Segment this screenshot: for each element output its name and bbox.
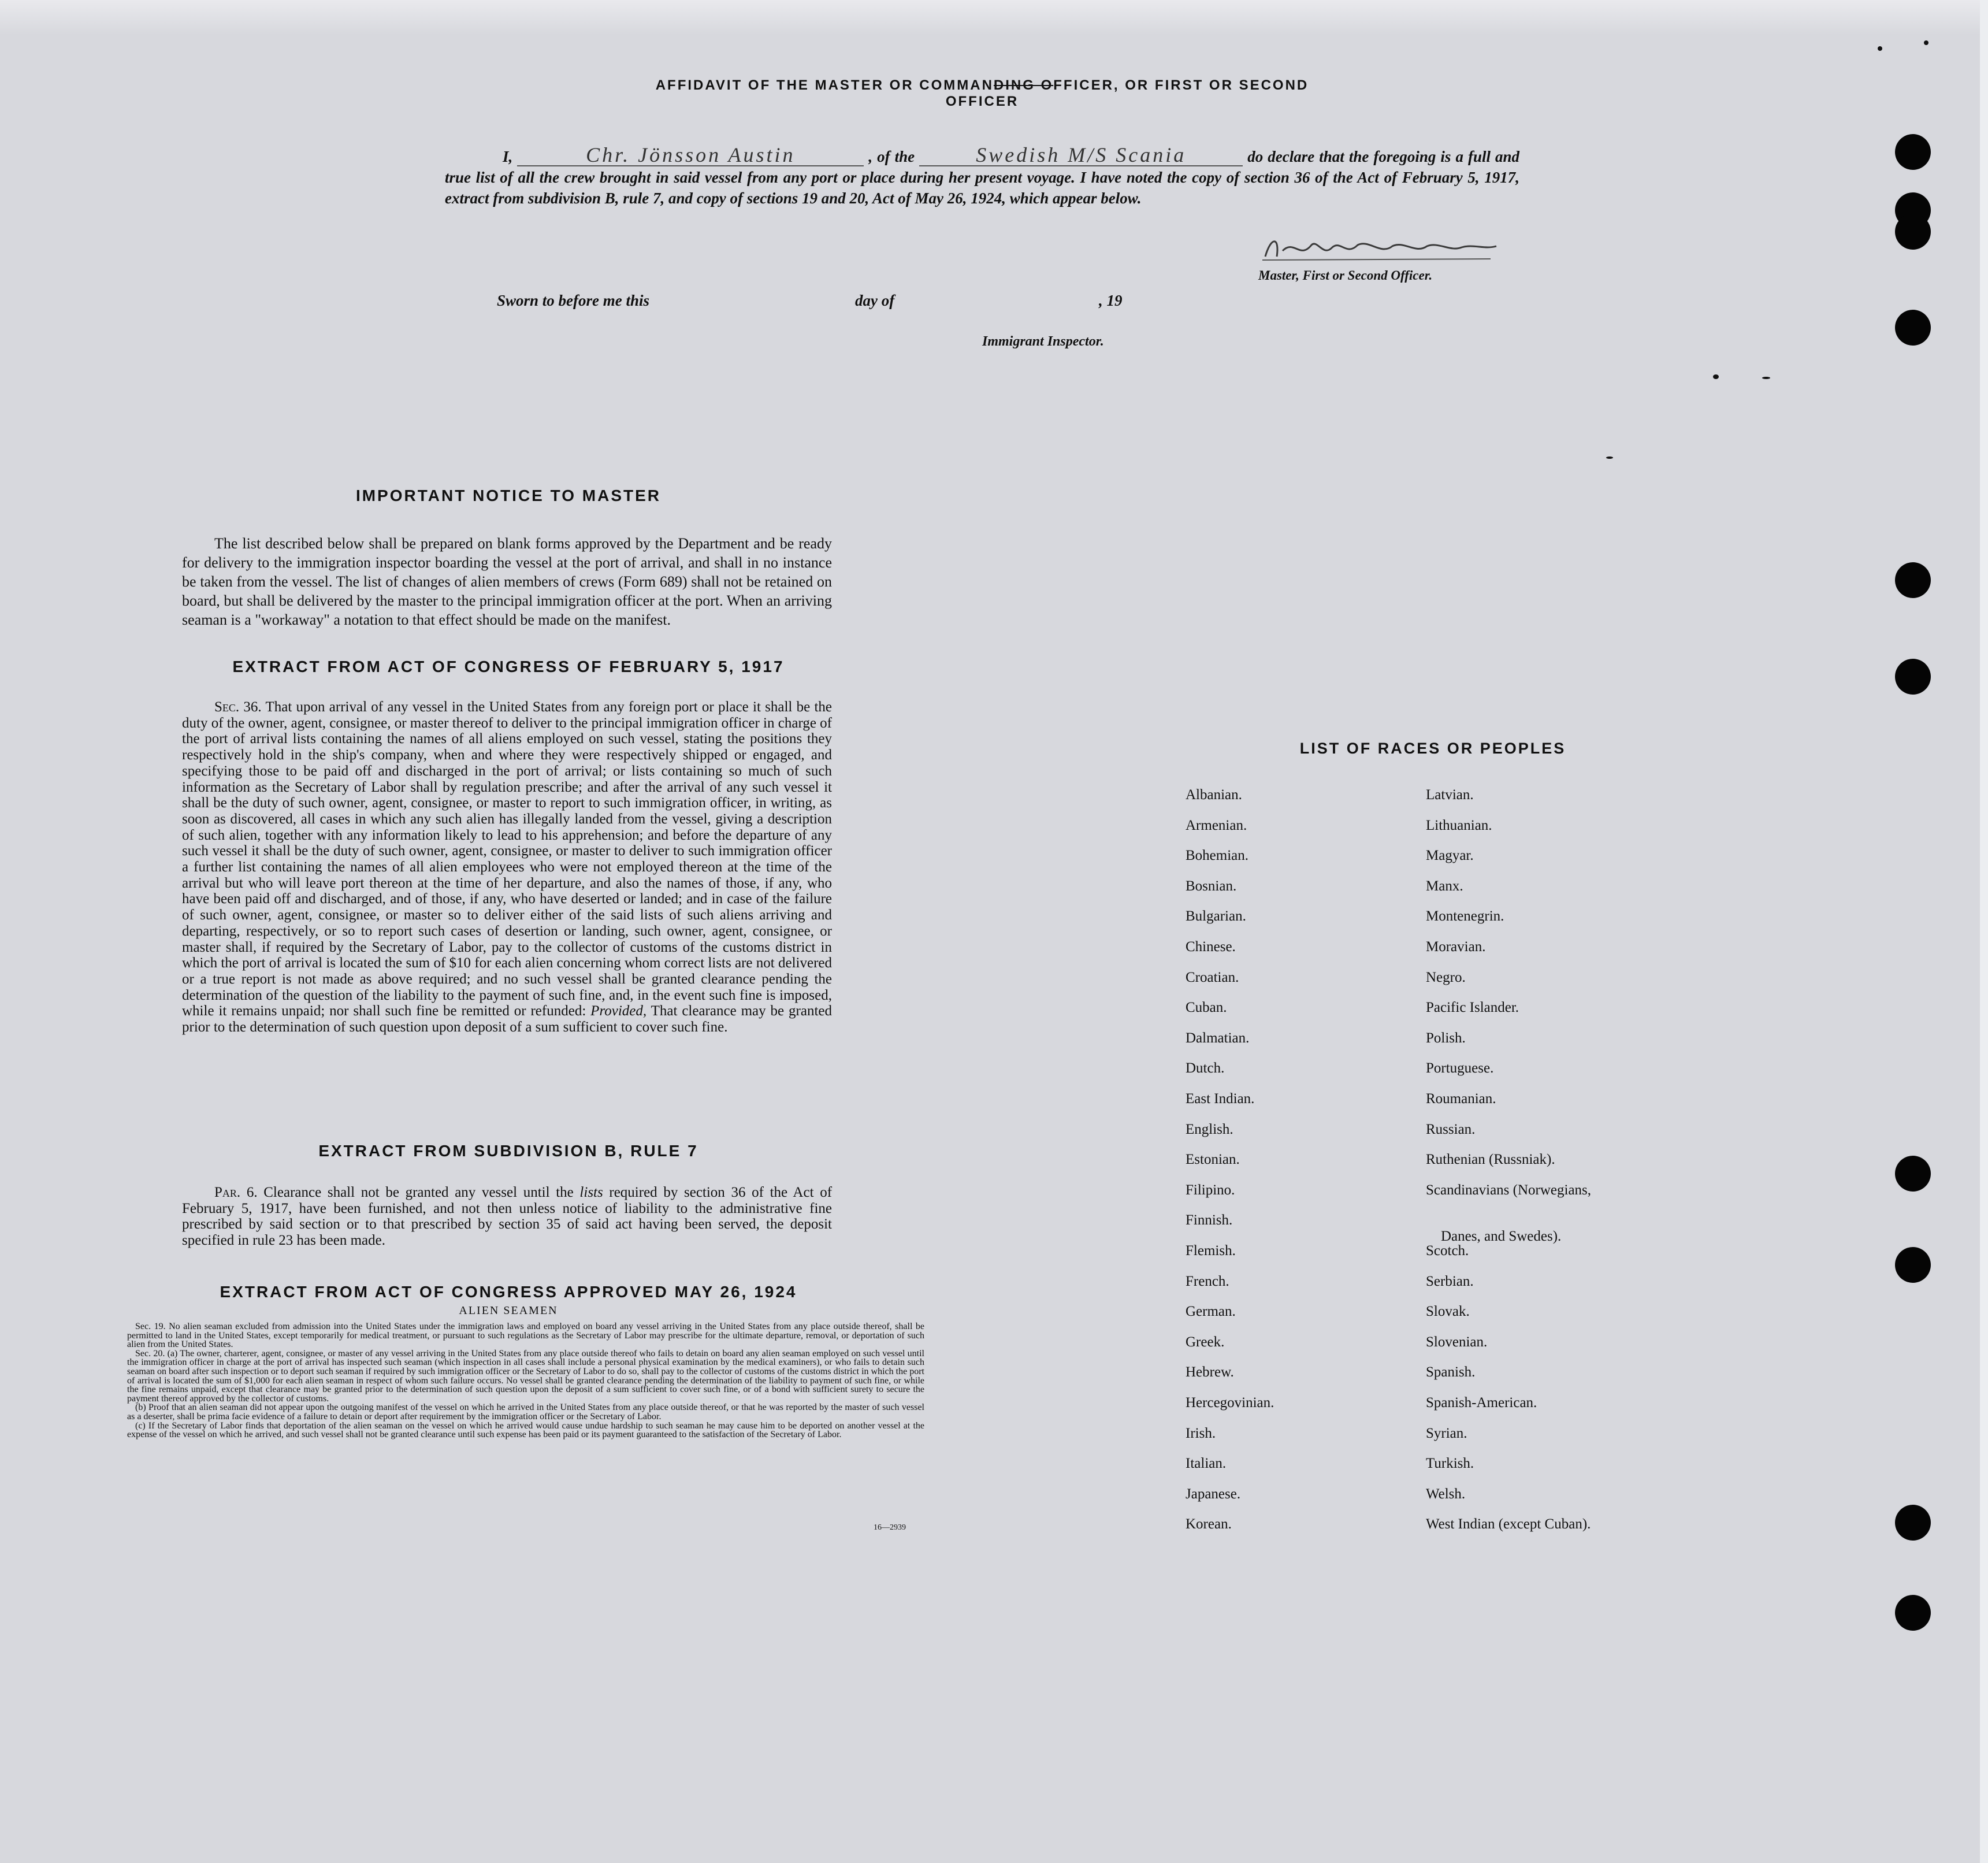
scan-speck — [1606, 457, 1613, 459]
handwritten-master-name: Chr. Jönsson Austin — [517, 144, 864, 166]
punch-hole — [1895, 562, 1931, 598]
races-heading: LIST OF RACES OR PEOPLES — [1299, 740, 1566, 757]
race-item: Polish. — [1426, 1030, 1466, 1046]
race-item: Irish. — [1186, 1425, 1216, 1441]
race-item: Roumanian. — [1426, 1091, 1496, 1107]
race-item: Slovenian. — [1426, 1334, 1488, 1350]
punch-hole — [1895, 1595, 1931, 1631]
race-item: Finnish. — [1186, 1212, 1233, 1229]
race-item: Albanian. — [1186, 787, 1242, 803]
race-item: Hebrew. — [1186, 1364, 1234, 1380]
race-item: Japanese. — [1186, 1486, 1241, 1502]
extract-1924-heading: EXTRACT FROM ACT OF CONGRESS APPROVED MAY 26, 1924 — [220, 1283, 797, 1301]
race-item: Pacific Islander. — [1426, 1000, 1519, 1016]
year-label: , 19 — [1099, 292, 1123, 309]
form-number: 16—2939 — [874, 1523, 906, 1532]
race-item: Negro. — [1426, 969, 1466, 985]
section-19: Sec. 19. No alien seaman excluded from admission into the United States under the immigration laws and employed on board any vessel arriving in the United States from any place outside thereof, shall be permitted to land in the United States, except temporarily for medical treatment, or pursuant to such regulations as the Secretary of Labor may prescribe for the ultimate departure, removal, or deportation of such alien from the United States. — [127, 1322, 924, 1350]
section-20: Sec. 20. (a) The owner, charterer, agent, consignee, or master of any vessel arriving in the United States from any place outside thereof who fails to detain on board any alien seaman employed on such vessel until the immigration officer in charge at the port of arrival has inspected such seaman (which inspection in all cases shall include a personal physical examination by the medical examiners), or who fails to detain such seaman on board after such inspection or to deport such seaman if required by such immigration officer or the Secretary of Labor to do so, shall pay to the collector of customs of the customs district in which the port of arrival is located the sum of $1,000 for each alien seaman in respect of whom such failure occurs. No vessel shall be granted clearance pending the determination of the liability to payment of such fine, or while the fine remains unpaid, except that clearance may be granted prior to the determination of such question upon the deposit of a sum sufficient to cover such fine, or of a bond with sufficient surety to secure the payment thereof approved by the collector of customs. — [127, 1348, 924, 1404]
race-item: Flemish. — [1186, 1243, 1236, 1259]
race-item: English. — [1186, 1121, 1233, 1137]
race-item: Serbian. — [1426, 1273, 1474, 1289]
race-item: Bulgarian. — [1186, 908, 1246, 925]
race-item: Turkish. — [1426, 1456, 1474, 1472]
handwritten-vessel-name: Swedish M/S Scania — [919, 144, 1243, 166]
race-item: Korean. — [1186, 1516, 1232, 1532]
race-item: Russian. — [1426, 1121, 1476, 1137]
race-item: Spanish. — [1426, 1364, 1476, 1380]
race-item: Bohemian. — [1186, 848, 1249, 864]
punch-hole — [1895, 310, 1931, 346]
race-item: Filipino. — [1186, 1182, 1235, 1198]
race-item: Armenian. — [1186, 817, 1247, 833]
scan-speck — [1762, 377, 1770, 379]
race-item: Moravian. — [1426, 939, 1486, 955]
race-item: Dalmatian. — [1186, 1030, 1250, 1046]
subdivision-text: Par. 6. Clearance shall not be granted any vessel until the lists required by section 36 of the Act of February 5, 1917, have been furnished, and not then unless notice of liability to the administrative fine prescribed by said section or to that prescribed by section 35 of said act having been served, the deposit specified in rule 23 has been made. — [182, 1185, 833, 1249]
race-item: Latvian. — [1426, 787, 1474, 803]
race-item: Syrian. — [1426, 1425, 1467, 1441]
day-label: day of — [855, 292, 895, 309]
race-item: Spanish-American. — [1426, 1395, 1537, 1411]
section-20b: (b) Proof that an alien seaman did not appear upon the outgoing manifest of the vessel on which he arrived in the United States from any place outside thereof, or that he was reported by the master of such vessel as a deserter, shall be prima facie evidence of a failure to detain or deport after requirement by the immigration officer or the Secretary of Labor. — [127, 1402, 924, 1422]
notice-heading: IMPORTANT NOTICE TO MASTER — [355, 487, 662, 504]
race-item: Chinese. — [1186, 939, 1236, 955]
punch-hole — [1895, 1247, 1931, 1283]
race-item: East Indian. — [1186, 1091, 1255, 1107]
scan-top-edge — [0, 0, 1988, 35]
race-item: West Indian (except Cuban). — [1426, 1516, 1591, 1532]
race-item: Hercegovinian. — [1186, 1395, 1274, 1411]
race-item: Slovak. — [1426, 1304, 1470, 1320]
race-item: Cuban. — [1186, 1000, 1227, 1016]
notice-text: The list described below shall be prepared on blank forms approved by the Department and be ready for delivery to the immigration inspector boarding the vessel at the port of arrival, and shall in no instance be taken from the vessel. The list of changes of alien members of crews (Form 689) shall not be retained on board, but shall be delivered by the master to the principal immigration officer at the port. When an arriving seaman is a "workaway" a notation to that effect should be made on the manifest. — [182, 535, 832, 628]
scan-speck — [1924, 40, 1928, 45]
race-item: German. — [1186, 1304, 1236, 1320]
race-item: Lithuanian. — [1426, 817, 1492, 833]
extract-1917-heading: EXTRACT FROM ACT OF CONGRESS OF FEBRUARY 5, 1917 — [232, 658, 785, 676]
scan-speck — [1878, 46, 1882, 51]
race-item: Manx. — [1426, 878, 1463, 894]
race-item: Portuguese. — [1426, 1060, 1494, 1077]
punch-hole — [1895, 214, 1931, 250]
race-item: Ruthenian (Russniak). — [1426, 1152, 1555, 1168]
extract-1924-text — [127, 1322, 924, 1439]
alien-seamen-subheading: ALIEN SEAMEN — [459, 1304, 558, 1317]
sworn-label: Sworn to before me this — [497, 292, 650, 309]
race-item: Danes, and Swedes). — [1441, 1229, 1562, 1245]
punch-hole — [1895, 1505, 1931, 1541]
race-item: Magyar. — [1426, 848, 1474, 864]
scan-speck — [1713, 374, 1719, 379]
struck-text: DING O — [993, 77, 1054, 93]
affidavit-declaration: I, Chr. Jönsson Austin , of the Swedish M/S Scania do declare that the foregoing is a full and true list of all the crew brought in said vessel from any port or place during her present voyage. I have noted the copy of section 36 of the Act of February 5, 1917, extract from subdivision B, rule 7, and copy of sections 19 and 20, Act of May 26, 1924, which appear below. — [445, 143, 1520, 207]
race-item: Montenegrin. — [1426, 908, 1504, 925]
extract-1917-text: Sec. 36. That upon arrival of any vessel in the United States from any foreign port or place it shall be the duty of the owner, agent, consignee, or master thereof to deliver to the principal immigration officer in charge of the port of arrival lists containing the names of all aliens employed on such vessel, stating the positions they respectively hold in the ship's company, when and where they were respectively shipped or engaged, and specifying those to be paid off and discharged in the port of arrival; or lists containing so much of such information as the Secretary of Labor shall by regulation prescribe; and after the arrival of any such vessel it shall be the duty of such owner, agent, consignee, or master to report to such immigration officer, in writing, as soon as discovered, all cases in which any such alien has illegally landed from the vessel, giving a description of such alien, together with any information likely to lead to his apprehension; and before the departure of any such vessel it shall be the duty of such owner, agent, consignee, or master to deliver to such immigration officer a further list containing the names of all alien employees who were not employed thereon at the time of the arrival but who will leave port thereon at the time of her departure, and also the names of those, if any, who have been paid off and discharged, and of those, if any, who have deserted or landed; and in case of the failure of such owner, agent, consignee, or master so to deliver either of the said lists of such aliens arriving and departing, respectively, or so to report such cases of desertion or landing, such owner, agent, consignee, or master shall, if required by the Secretary of Labor, pay to the collector of customs of the customs district in which the port of arrival is located the sum of $10 for each alien concerning whom correct lists are not delivered or a true report is not made as above required; and no such vessel shall be granted clearance pending the determination of the question of the liability to the payment of such fine, and, in the event such fine is imposed, while it remains unpaid; nor shall such fine be remitted or refunded: Provided, That clearance may be granted prior to the determination of such question upon deposit of a sum sufficient to cover such fine. — [182, 699, 832, 1036]
race-item: Bosnian. — [1186, 878, 1237, 894]
punch-hole — [1895, 134, 1931, 170]
signature-caption: Master, First or Second Officer. — [1258, 268, 1433, 283]
scan-right-edge — [1980, 0, 1988, 1863]
subdivision-heading: EXTRACT FROM SUBDIVISION B, RULE 7 — [318, 1142, 698, 1160]
inspector-label: Immigrant Inspector. — [982, 334, 1104, 349]
race-item: Welsh. — [1426, 1486, 1466, 1502]
race-item: Scandinavians (Norwegians, — [1426, 1182, 1592, 1198]
race-item: Dutch. — [1186, 1060, 1225, 1077]
race-item: Greek. — [1186, 1334, 1225, 1350]
punch-hole — [1895, 659, 1931, 695]
race-item: Italian. — [1186, 1456, 1227, 1472]
punch-hole — [1895, 1156, 1931, 1192]
race-item: Estonian. — [1186, 1152, 1240, 1168]
race-item: French. — [1186, 1273, 1229, 1289]
race-item: Scotch. — [1426, 1243, 1469, 1259]
section-20c: (c) If the Secretary of Labor finds that deportation of the alien seaman on the vessel on which he arrived would cause undue hardship to such seaman he may cause him to be deported on another vessel at the expense of the vessel on which he arrived, and such vessel shall not be granted clearance until such expense has been paid or its payment guaranteed to the satisfaction of the Secretary of Labor. — [127, 1420, 924, 1440]
master-signature — [1259, 233, 1502, 264]
race-item: Croatian. — [1186, 969, 1239, 985]
affidavit-heading: AFFIDAVIT OF THE MASTER OR COMMANDING OFFICER, OR FIRST OR SECOND OFFICER — [655, 77, 1309, 109]
